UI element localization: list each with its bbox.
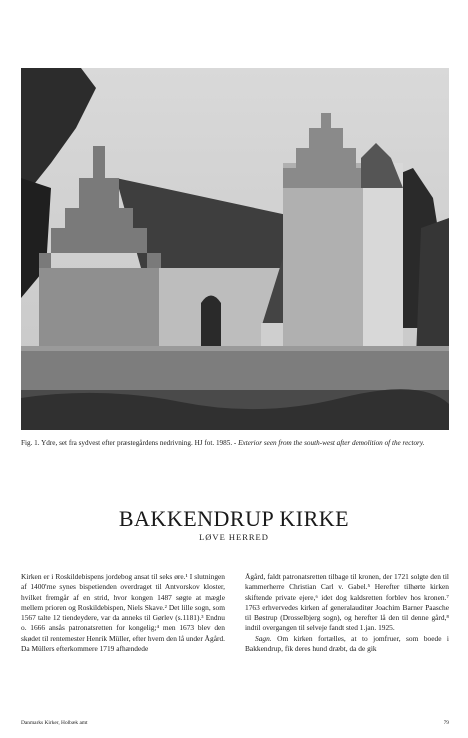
paragraph: Ågård, faldt patronatsretten tilbage til kronen, der 1721 solgte den til kammerherre Christian Carl v. Gabel.⁵ Herefter tilhørte kirken skiftende private ejere,⁶ idet dog kaldsretten forblev hos kronen.⁷ 1763 erhvervedes kirken af generalauditør Joachim Barner Paasche til Bøstrup (Drosselbjerg sogn), og herefter lå den til denne gård,⁸ indtil overgangen til selveje fandt sted 1.jan. 1925. <box>245 572 449 633</box>
paragraph: Kirken er i Roskildebispens jordebog ansat til seks øre.¹ I slutningen af 1400'rne synes bispetienden overdraget til Antvorskov kloster, hvilket fremgår af en strid, hvor kongen 1487 søgte at mægle mellem prioren og Roskildebispen, Niels Skave.² Det lille sogn, som 1567 talte 12 tiendeydere, var da anneks til Gørlev (s.1181).³ Endnu o. 1666 ansås patronatsretten for kongelig;⁴ men 1673 blev den skødet til rentemester Henrik Müller, efter hvem den lå under Ågård. Da Müllers efterkommere 1719 afhændede <box>21 572 225 654</box>
page-title: BAKKENDRUP KIRKE <box>118 506 350 531</box>
paragraph-text: Om kirken fortælles, at to jomfruer, som boede i Bakkendrup, fik deres hund dræbt, da de gik <box>245 633 449 654</box>
paragraph-lead: Sagn. <box>255 633 272 643</box>
page-subtitle: LØVE HERRED <box>199 532 269 542</box>
church-photograph <box>21 68 449 430</box>
caption-english: Exterior seen from the south-west after demolition of the rectory. <box>238 439 425 447</box>
figure-caption <box>21 438 449 448</box>
body-column-right <box>245 572 449 654</box>
footer-publication: Danmarks Kirker, Holbæk amt <box>21 720 88 726</box>
caption-danish: Fig. 1. Ydre, set fra sydvest efter præstegårdens nedrivning. HJ fot. 1985. - <box>21 439 239 447</box>
body-column-left <box>21 572 225 654</box>
paragraph <box>245 634 449 655</box>
page-number: 79 <box>443 720 449 726</box>
